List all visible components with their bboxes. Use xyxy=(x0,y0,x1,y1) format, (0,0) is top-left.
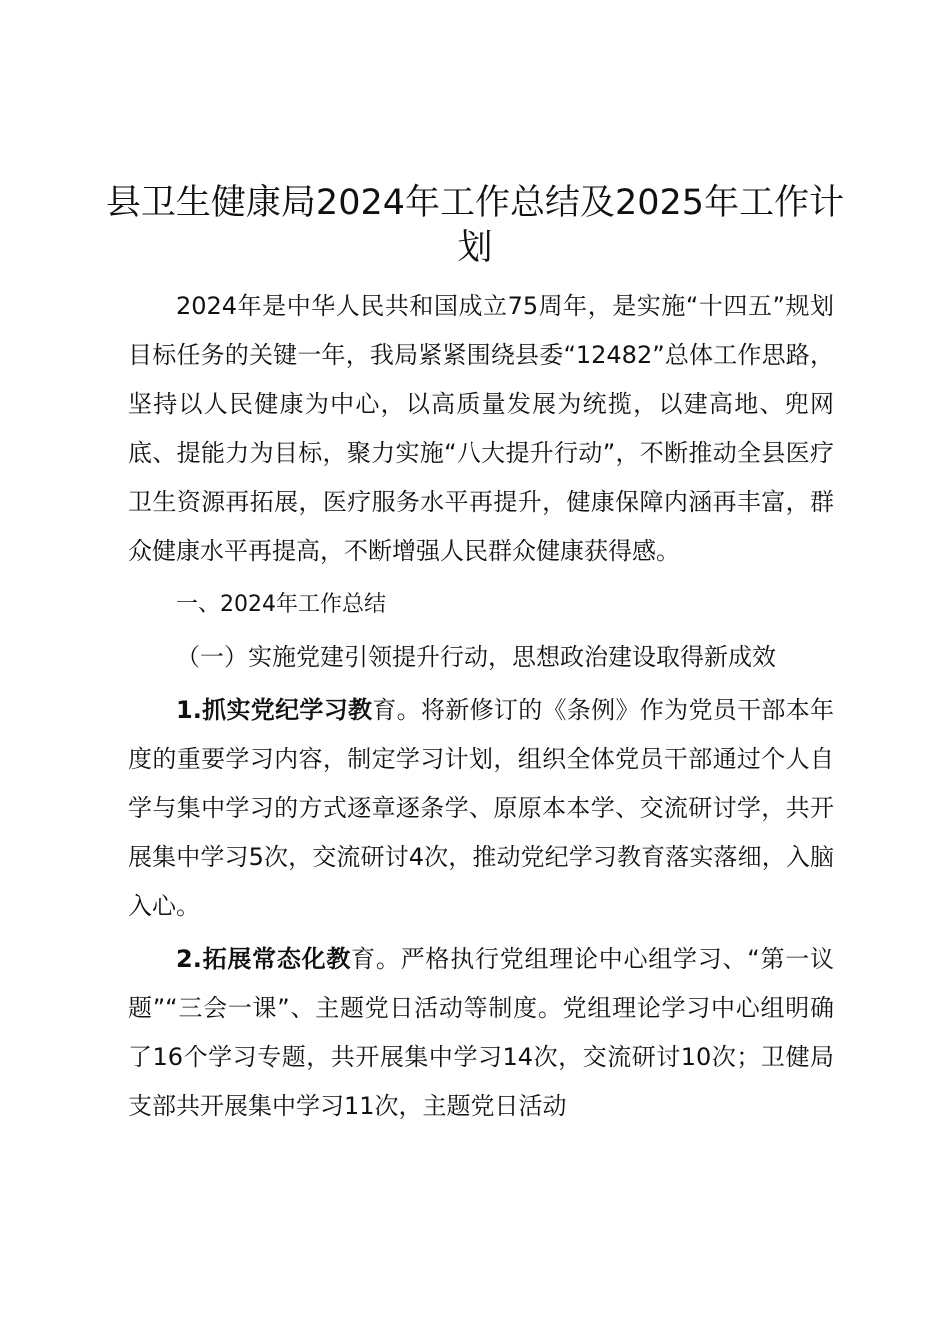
document-title: 县卫生健康局2024年工作总结及2025年工作计划 xyxy=(105,183,845,269)
section-heading: 一、2024年工作总结 xyxy=(176,592,386,617)
item-paragraph-2 xyxy=(128,935,834,1131)
item-text-2: 严格执行党组理论中心组学习、“第一议题”“三会一课”、主题党日活动等制度。党组理论学习中心组明确了16个学习专题，共开展集中学习14次，交流研讨10次；卫健局支部共开展集中学习11次，主题党日活动 xyxy=(128,945,835,1120)
item-lead-tail-2: 育。 xyxy=(351,945,401,973)
intro-paragraph: 2024年是中华人民共和国成立75周年，是实施“十四五”规划目标任务的关键一年，我局紧紧围绕县委“12482”总体工作思路，坚持以人民健康为中心，以高质量发展为统揽，以建高地、兜网底、提能力为目标，聚力实施“八大提升行动”，不断推动全县医疗卫生资源再拓展，医疗服务水平再提升，健康保障内涵再丰富，群众健康水平再提高，不断增强人民群众健康获得感。 xyxy=(128,292,834,565)
item-lead-tail-1: 育。 xyxy=(372,696,421,724)
item-lead-2: 2.拓展常态化教 xyxy=(176,945,352,973)
document-body xyxy=(128,282,834,1131)
item-paragraph-1 xyxy=(128,686,834,931)
item-lead-1: 1.抓实党纪学习教 xyxy=(176,696,373,724)
item-text-1: 将新修订的《条例》作为党员干部本年度的重要学习内容，制定学习计划，组织全体党员干部通过个人自学与集中学习的方式逐章逐条学、原原本本学、交流研讨学，共开展集中学习5次，交流研讨4次，推动党纪学习教育落实落细，入脑入心。 xyxy=(128,696,835,920)
subsection-heading: （一）实施党建引领提升行动，思想政治建设取得新成效 xyxy=(176,643,776,671)
